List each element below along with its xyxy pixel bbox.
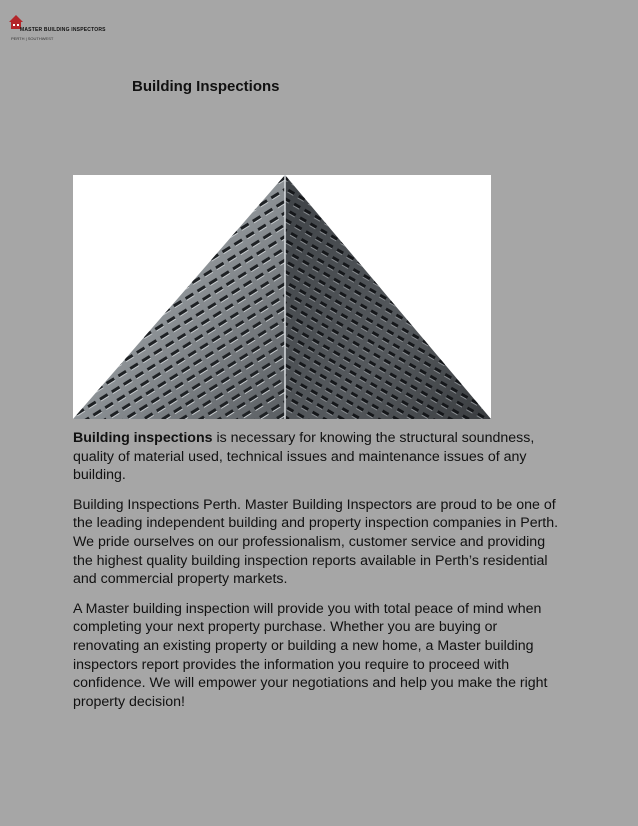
page-title: Building Inspections xyxy=(132,78,280,95)
hero-image xyxy=(73,175,491,419)
intro-text: is necessary for knowing the structural soundness, quality of material used, technical issues and maintenance issues of any building. xyxy=(73,430,535,484)
benefits-paragraph: A Master building inspection will provide you with total peace of mind when completing your next property purchase. Whether you are buying or renovating an existing property or building a new home, a Master building inspectors report provides the information you require to proceed with confidence. We will empower your negotiations and help you make the right property decision! xyxy=(73,600,548,710)
company-paragraph: Building Inspections Perth. Master Building Inspectors are proud to be one of the leading independent building and property inspection companies in Perth. We pride ourselves on our professionalism, customer service and providing the highest quality building inspection reports available in Perth’s residential and commercial property markets. xyxy=(73,496,559,588)
intro-paragraph xyxy=(73,429,567,485)
pyramid-building-photo-icon xyxy=(73,175,491,419)
logo-brand-text: MASTER BUILDING INSPECTORS xyxy=(20,27,106,33)
logo-tagline: PERTH | SOUTHWEST xyxy=(11,36,54,41)
company-logo xyxy=(8,14,106,42)
article-body xyxy=(73,429,567,722)
intro-lead-term: Building inspections xyxy=(73,430,213,446)
